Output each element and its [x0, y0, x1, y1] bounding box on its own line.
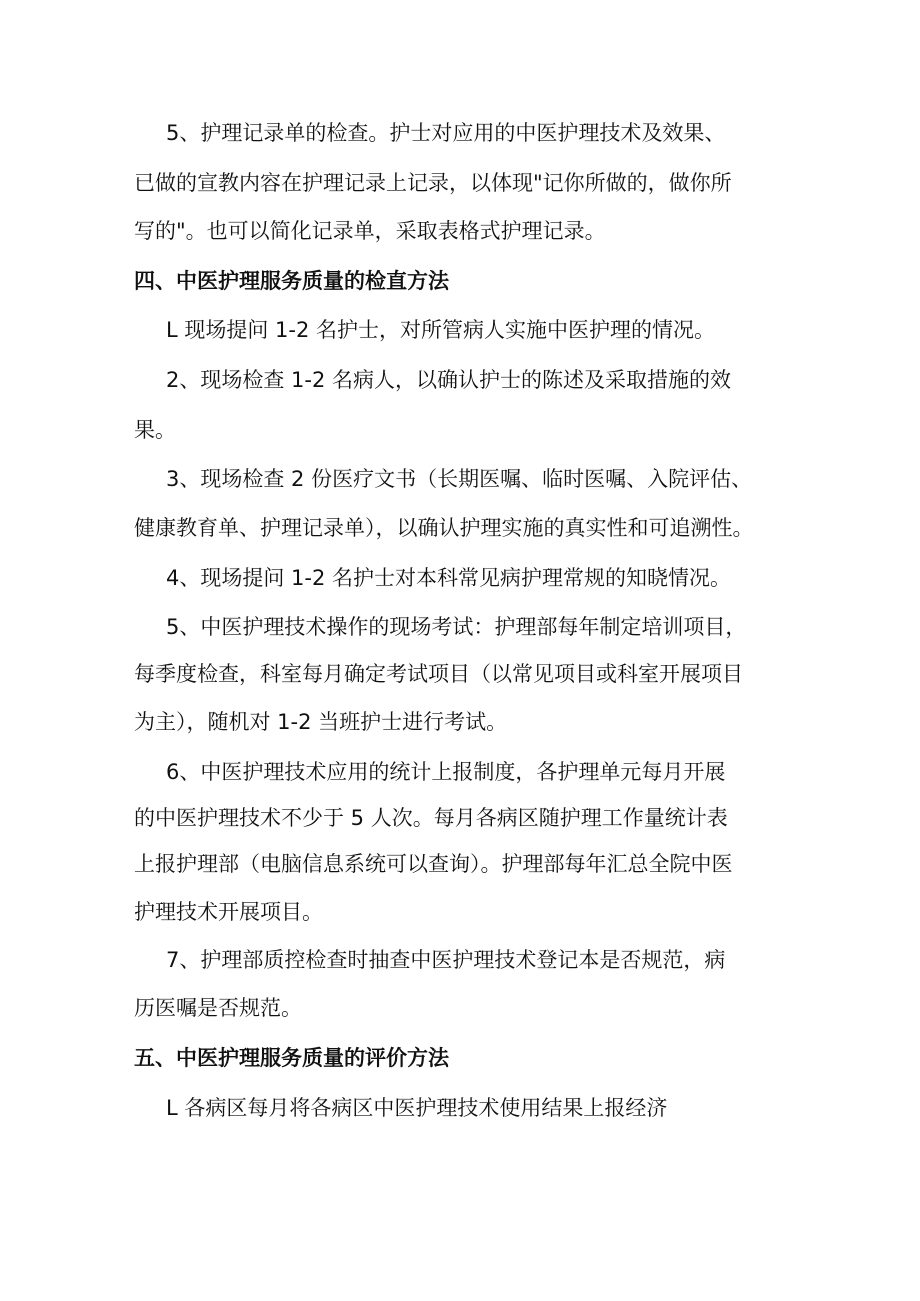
paragraph-8-line-1: 7、护理部质控检查时抽查中医护理技术登记本是否规范，病	[166, 948, 726, 972]
paragraph-8-line-2: 历医嘱是否规范。	[134, 996, 302, 1020]
paragraph-7-line-3: 上报护理部（电脑信息系统可以查询）。护理部每年汇总全院中医	[134, 852, 733, 876]
paragraph-7-line-2: 的中医护理技术不少于 5 人次。每月各病区随护理工作量统计表	[134, 806, 728, 830]
section-heading-4: 四、中医护理服务质量的检直方法	[134, 269, 449, 293]
section-heading-5: 五、中医护理服务质量的评价方法	[134, 1046, 449, 1070]
paragraph-4-line-1: 3、现场检查 2 份医疗文书（长期医嘱、临时医嘱、入院评估、	[166, 467, 753, 491]
paragraph-7-line-1: 6、中医护理技术应用的统计上报制度，各护理单元每月开展	[166, 760, 726, 784]
paragraph-6-line-2: 每季度检查，科室每月确定考试项目（以常见项目或科室开展项目	[134, 662, 743, 686]
paragraph-6-line-3: 为主），随机对 1-2 当班护士进行考试。	[134, 710, 508, 734]
paragraph-1-line-2: 已做的宣教内容在护理记录上记录，以体现"记你所做的，做你所	[134, 171, 732, 195]
paragraph-5-line-1: 4、现场提问 1-2 名护士对本科常见病护理常规的知晓情况。	[166, 566, 732, 590]
paragraph-3-line-2: 果。	[134, 418, 176, 442]
paragraph-3-line-1: 2、现场检查 1-2 名病人，以确认护士的陈述及采取措施的效	[166, 368, 732, 392]
paragraph-2-line-1: L 现场提问 1-2 名护士，对所管病人实施中医护理的情况。	[166, 318, 716, 342]
paragraph-1-line-1: 5、护理记录单的检查。护士对应用的中医护理技术及效果、	[166, 121, 726, 145]
paragraph-1-line-3: 写的"。也可以简化记录单，采取表格式护理记录。	[134, 219, 606, 243]
paragraph-7-line-4: 护理技术开展项目。	[134, 900, 323, 924]
paragraph-9-line-1: L 各病区每月将各病区中医护理技术使用结果上报经济	[166, 1096, 668, 1120]
paragraph-6-line-1: 5、中医护理技术操作的现场考试：护理部每年制定培训项目，	[166, 615, 747, 639]
paragraph-4-line-2: 健康教育单、护理记录单），以确认护理实施的真实性和可追溯性。	[134, 516, 754, 540]
